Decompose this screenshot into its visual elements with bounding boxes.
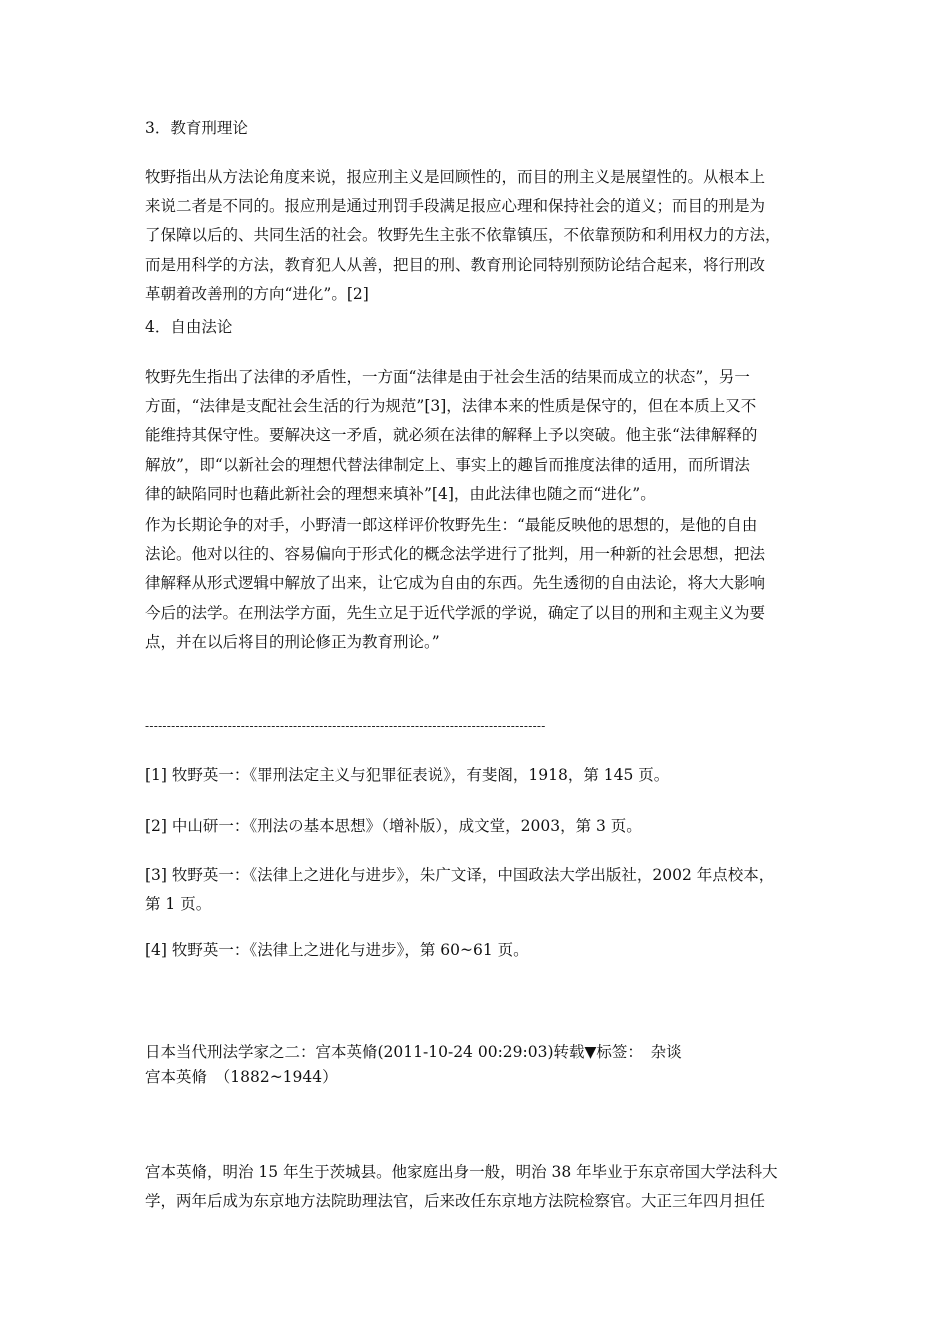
footnote-1 bbox=[145, 761, 810, 790]
paragraph-line: 学，两年后成为东京地方法院助理法官，后来改任东京地方法院检察官。大正三年四月担任 bbox=[145, 1192, 766, 1211]
paragraph-line: 律的缺陷同时也藉此新社会的理想来填补”[4]，由此法律也随之而“进化”。 bbox=[145, 484, 656, 503]
paragraph-line: 作为长期论争的对手，小野清一郎这样评价牧野先生：“最能反映他的思想的，是他的自由 bbox=[145, 516, 758, 534]
paragraph-line: 解放”，即“以新社会的理想代替法律制定上、事实上的趣旨而推度法律的适用，而所谓法 bbox=[145, 455, 750, 474]
paragraph-line: 了保障以后的、共同生活的社会。牧野先生主张不依靠镇压，不依靠预防和利用权力的方法， bbox=[145, 226, 781, 245]
paragraph-line: 牧野指出从方法论角度来说，报应刑主义是回顾性的，而目的刑主义是展望性的。从根本上 bbox=[145, 168, 766, 186]
footnote-separator: -------------------------------------------------------------------------------------------- bbox=[145, 719, 546, 733]
footnote-text: [3] 牧野英一：《法律上之进化与进步》，朱广文译，中国政法大学出版社，2002 年点校本， bbox=[145, 866, 775, 884]
paragraph-line: 方面，“法律是支配社会生活的行为规范”[3]，法律本来的性质是保守的，但在本质上又不 bbox=[145, 397, 757, 416]
paragraph-line: 律解释从形式逻辑中解放了出来，让它成为自由的东西。先生透彻的自由法论，将大大影响 bbox=[145, 574, 766, 593]
footnote-text: [4] 牧野英一：《法律上之进化与进步》，第 60~61 页。 bbox=[145, 941, 529, 959]
footnote-4 bbox=[145, 936, 810, 965]
footnote-2 bbox=[145, 812, 810, 841]
footnote-text: 第 1 页。 bbox=[145, 895, 212, 913]
section-4-paragraph-2 bbox=[145, 511, 810, 657]
paragraph-line: 宫本英脩，明治 15 年生于茨城县。他家庭出身一般，明治 38 年毕业于东京帝国大学法科大 bbox=[145, 1163, 778, 1181]
paragraph-line: 今后的法学。在刑法学方面，先生立足于近代学派的学说，确定了以目的刑和主观主义为要 bbox=[145, 603, 766, 622]
section-3-heading: 3．教育刑理论 bbox=[145, 119, 248, 137]
paragraph-line: 法论。他对以往的、容易偏向于形式化的概念法学进行了批判，用一种新的社会思想，把法 bbox=[145, 545, 766, 564]
article-title-line: 日本当代刑法学家之二：宫本英脩(2011-10-24 00:29:03)转载▼标签： 杂谈 bbox=[145, 1043, 682, 1061]
section-4-heading: 4．自由法论 bbox=[145, 318, 233, 336]
footnote-3 bbox=[145, 861, 810, 919]
section-4-paragraph-1 bbox=[145, 363, 810, 509]
paragraph-line: 能维持其保守性。要解决这一矛盾，就必须在法律的解释上予以突破。他主张“法律解释的 bbox=[145, 426, 758, 445]
article-intro-paragraph bbox=[145, 1158, 810, 1216]
footnote-text: [1] 牧野英一：《罪刑法定主义与犯罪征表说》，有斐阁，1918，第 145 页。 bbox=[145, 766, 670, 784]
paragraph-line: 点，并在以后将目的刑论修正为教育刑论。” bbox=[145, 632, 440, 651]
paragraph-line: 牧野先生指出了法律的矛盾性，一方面“法律是由于社会生活的结果而成立的状态”，另一 bbox=[145, 368, 750, 386]
section-3-paragraph bbox=[145, 163, 810, 309]
paragraph-line: 革朝着改善刑的方向“进化”。[2] bbox=[145, 284, 369, 303]
paragraph-line: 来说二者是不同的。报应刑是通过刑罚手段满足报应心理和保持社会的道义；而目的刑是为 bbox=[145, 197, 766, 216]
paragraph-line: 而是用科学的方法，教育犯人从善，把目的刑、教育刑论同特别预防论结合起来，将行刑改 bbox=[145, 255, 766, 274]
footnote-text: [2] 中山研一：《刑法の基本思想》（增补版），成文堂，2003，第 3 页。 bbox=[145, 817, 642, 835]
article-name-line: 宫本英脩 （1882~1944） bbox=[145, 1068, 338, 1086]
